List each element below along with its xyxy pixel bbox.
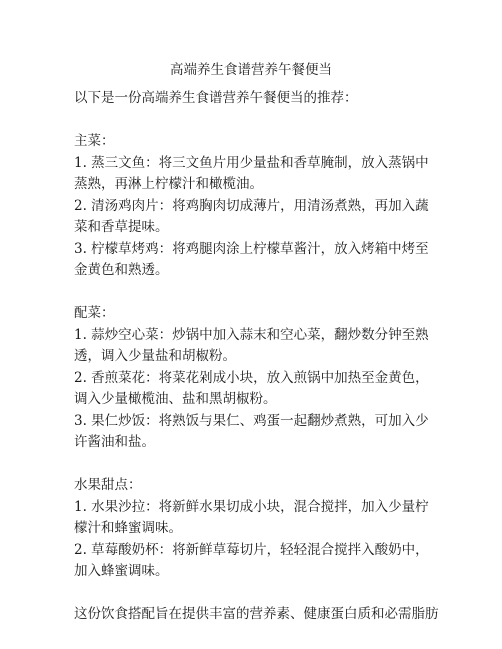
paragraph-gap: [74, 282, 440, 304]
dessert-item-1: 1. 水果沙拉：将新鲜水果切成小块，混合搅拌，加入少量柠檬汁和蜂蜜调味。: [74, 498, 429, 536]
main-dish-item-2: 2. 清汤鸡肉片：将鸡胸肉切成薄片，用清汤煮熟，再加入蔬菜和香草提味。: [74, 197, 429, 235]
desserts-heading: 水果甜点：: [74, 477, 142, 493]
document-body: [74, 88, 440, 626]
paragraph-gap: [74, 110, 440, 132]
side-dish-item-1: 1. 蒜炒空心菜：炒锅中加入蒜末和空心菜，翻炒数分钟至熟透，调入少量盐和胡椒粉。: [74, 326, 429, 364]
side-dish-item-2: 2. 香煎菜花：将菜花剁成小块，放入煎锅中加热至金黄色，调入少量橄榄油、盐和黑胡椒粉。: [74, 369, 429, 407]
main-dish-item-1: 1. 蒸三文鱼：将三文鱼片用少量盐和香草腌制，放入蒸锅中蒸熟，再淋上柠檬汁和橄榄油。: [74, 154, 429, 192]
main-dishes-heading: 主菜：: [74, 133, 115, 149]
closing-paragraph: 这份饮食搭配旨在提供丰富的营养素、健康蛋白质和必需脂肪: [74, 606, 439, 622]
intro-paragraph: 以下是一份高端养生食谱营养午餐便当的推荐：: [74, 90, 358, 106]
main-dish-item-3: 3. 柠檬草烤鸡：将鸡腿肉涂上柠檬草酱汁，放入烤箱中烤至金黄色和熟透。: [74, 240, 429, 278]
paragraph-gap: [74, 583, 440, 605]
paragraph-gap: [74, 454, 440, 476]
side-dish-item-3: 3. 果仁炒饭：将熟饭与果仁、鸡蛋一起翻炒煮熟，可加入少许酱油和盐。: [74, 412, 429, 450]
document-title: 高端养生食谱营养午餐便当: [170, 62, 332, 78]
side-dishes-heading: 配菜：: [74, 305, 115, 321]
dessert-item-2: 2. 草莓酸奶杯：将新鲜草莓切片，轻轻混合搅拌入酸奶中，加入蜂蜜调味。: [74, 541, 429, 579]
